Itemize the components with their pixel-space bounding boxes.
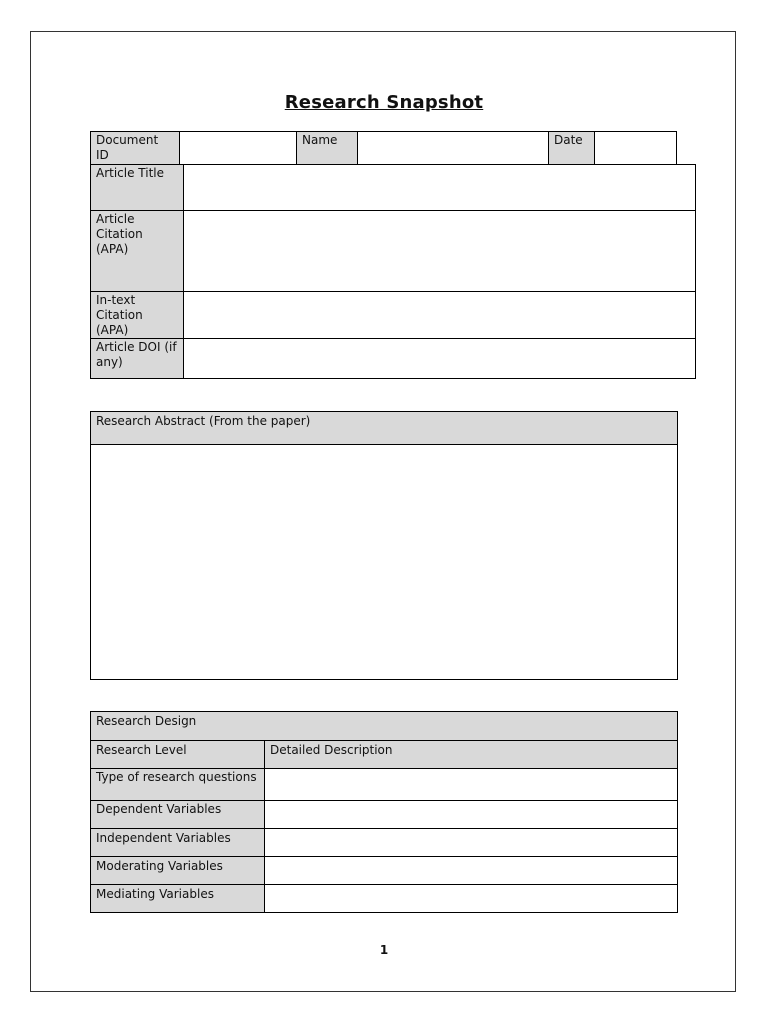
design-row-label: Type of research questions	[90, 768, 265, 801]
intext-citation-label: In-text Citation (APA)	[90, 291, 184, 339]
name-field[interactable]	[357, 131, 549, 165]
abstract-field[interactable]	[90, 444, 678, 680]
date-label: Date	[548, 131, 595, 165]
article-citation-label: Article Citation (APA)	[90, 210, 184, 292]
design-row-label: Independent Variables	[90, 828, 265, 857]
design-row-field[interactable]	[264, 884, 678, 913]
detailed-description-column-header: Detailed Description	[264, 740, 678, 769]
article-doi-label: Article DOI (if any)	[90, 338, 184, 379]
abstract-header: Research Abstract (From the paper)	[90, 411, 678, 445]
page-title: Research Snapshot	[284, 92, 484, 113]
design-row-field[interactable]	[264, 828, 678, 857]
article-doi-field[interactable]	[183, 338, 696, 379]
design-row-label: Moderating Variables	[90, 856, 265, 885]
page-number: 1	[379, 943, 389, 957]
article-title-label: Article Title	[90, 164, 184, 211]
design-row-field[interactable]	[264, 856, 678, 885]
article-title-field[interactable]	[183, 164, 696, 211]
design-row-label: Dependent Variables	[90, 800, 265, 829]
document-id-field[interactable]	[179, 131, 297, 165]
name-label: Name	[296, 131, 358, 165]
design-row-field[interactable]	[264, 800, 678, 829]
research-level-column-header: Research Level	[90, 740, 265, 769]
document-id-label: Document ID	[90, 131, 180, 165]
intext-citation-field[interactable]	[183, 291, 696, 339]
design-row-label: Mediating Variables	[90, 884, 265, 913]
design-row-field[interactable]	[264, 768, 678, 801]
article-citation-field[interactable]	[183, 210, 696, 292]
date-field[interactable]	[594, 131, 677, 165]
research-design-header: Research Design	[90, 711, 678, 741]
